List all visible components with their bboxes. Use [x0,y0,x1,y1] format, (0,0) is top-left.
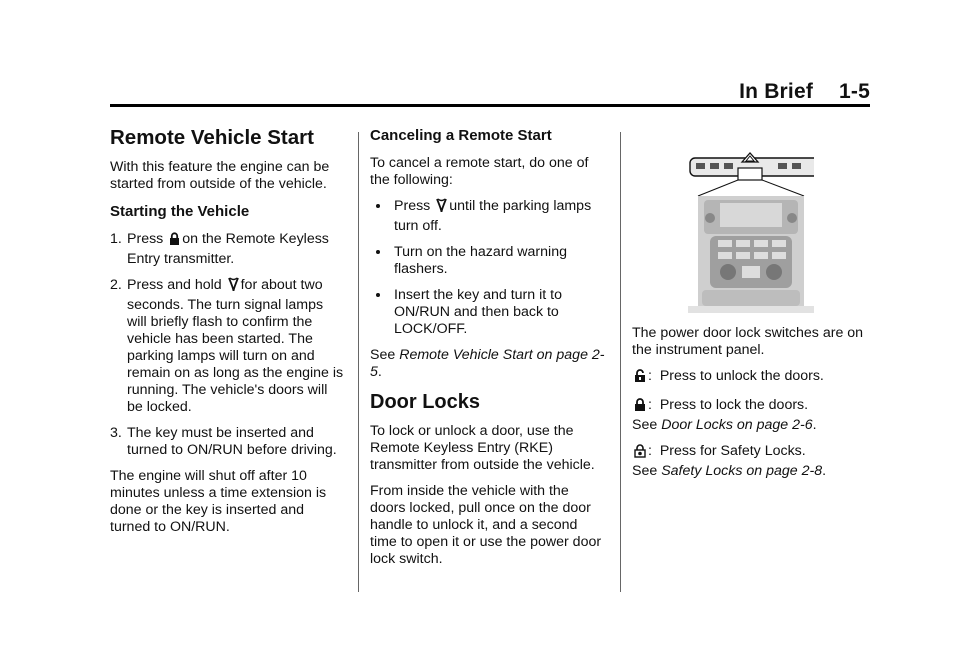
cancel-bullet-2: Turn on the hazard warning flashers. [370,244,608,278]
column-cancel-door-locks [370,126,608,577]
cancel-bullet-1: Press until the parking lamps turn off. [370,198,608,235]
door-locks-para-2: From inside the vehicle with the doors locked, pull once on the door handle to unlock it, and a second time to open it or use the power door lock switch. [370,483,602,567]
step-2: 2. Press and hold for about two seconds. The turn signal lamps will briefly flash to confirm the vehicle has been started. The parking lamps will turn on and remain on as long as the engine is running. The vehicle's doors will be locked. [110,277,344,415]
instrument-panel-illustration [688,140,814,313]
step-3: 3. The key must be inserted and turned to ON/RUN before driving. [110,425,337,458]
page-header [739,80,870,104]
starting-vehicle-subtitle: Starting the Vehicle [110,203,250,220]
canceling-intro: To cancel a remote start, do one of the following: [370,155,589,188]
bullet-icon [370,198,394,235]
lock-item: : Press to lock the doors. See Door Locks on page 2-6. [632,397,817,433]
column-lock-switches [632,126,872,489]
door-locks-reference-link[interactable]: Door Locks on page 2-6 [661,417,813,433]
switch-caption: The power door lock switches are on the instrument panel. [632,325,864,358]
remote-start-icon [436,198,447,218]
door-locks-title: Door Locks [370,391,481,413]
bullet-icon [370,287,394,338]
remote-start-intro: With this feature the engine can be started from outside of the vehicle. [110,159,330,192]
door-locks-para-1: To lock or unlock a door, use the Remote Keyless Entry (RKE) transmitter from outside the vehicle. [370,423,595,473]
header-rule [110,104,870,107]
section-title: In Brief [739,80,814,103]
see-remote-start: See Remote Vehicle Start on page 2-5. [370,347,605,380]
lock-button-icon [169,232,180,251]
column-divider-2 [620,132,621,592]
step-1: 1. Press on the Remote Keyless Entry transmitter. [110,231,329,267]
column-divider-1 [358,132,359,592]
remote-start-title: Remote Vehicle Start [110,126,314,149]
safety-lock-icon [634,444,646,463]
bullet-icon [370,244,394,278]
remote-start-icon [228,277,239,297]
lock-switch-icon [634,398,646,417]
safety-lock-item: : Press for Safety Locks. See Safety Locks on page 2-8. [632,443,827,479]
page-number: 1-5 [839,80,870,103]
column-remote-start [110,126,346,545]
cancel-bullet-3: Insert the key and turn it to ON/RUN and then back to LOCK/OFF. [370,287,608,338]
safety-locks-reference-link[interactable]: Safety Locks on page 2-8 [661,463,823,479]
unlock-item: : Press to unlock the doors. [632,368,872,388]
remote-start-reference-link[interactable]: Remote Vehicle Start on page 2-5 [370,347,605,380]
canceling-subtitle: Canceling a Remote Start [370,127,552,144]
unlock-switch-icon [634,369,646,388]
remote-start-closing: The engine will shut off after 10 minutes unless a time extension is done or the key is inserted and turned to ON/RUN. [110,468,327,535]
